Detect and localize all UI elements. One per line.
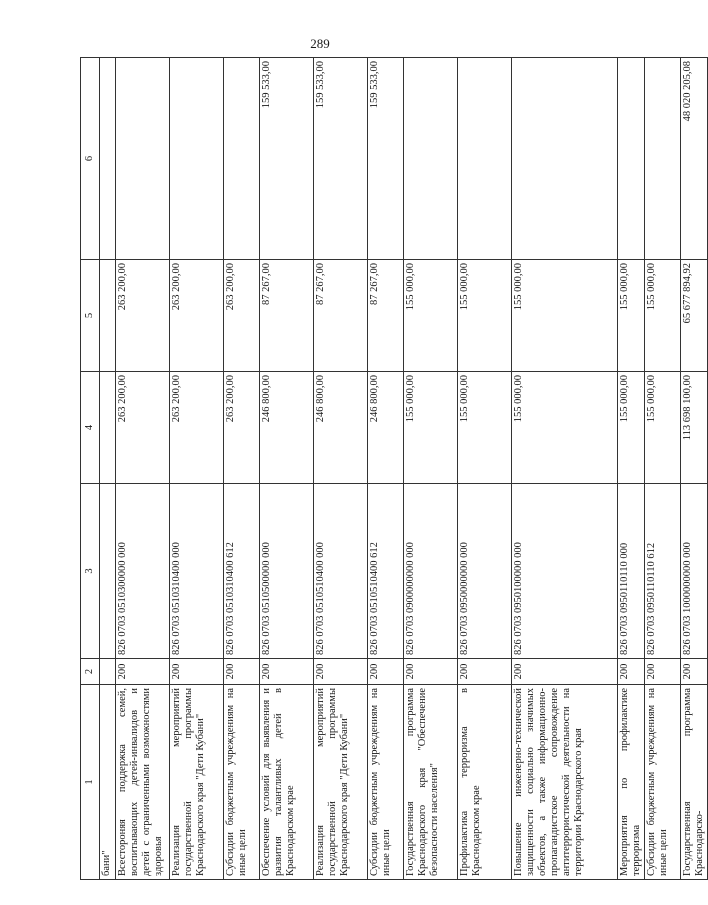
row-description: Реализация мероприятий государственной программы Краснодарского края "Дети Кубани" <box>170 685 224 880</box>
page-number: 289 <box>310 36 330 51</box>
row-classification-code: 826 0703 0950110110 612 <box>645 484 681 659</box>
row-amount-col5: 263 200,00 <box>116 260 170 372</box>
row-amount-col5: 155 000,00 <box>404 260 458 372</box>
column-header: 2 <box>81 659 100 685</box>
row-amount-col6: 48 020 205,08 <box>681 58 708 260</box>
row-classification-code: 826 0703 1000000000 000 <box>681 484 708 659</box>
header-row <box>81 58 100 880</box>
row-classification-code <box>100 484 116 659</box>
column-header: 1 <box>81 685 100 880</box>
row-amount-col5: 155 000,00 <box>618 260 645 372</box>
row-amount-col4: 263 200,00 <box>170 372 224 484</box>
column-header: 5 <box>81 260 100 372</box>
row-amount-col4: 263 200,00 <box>116 372 170 484</box>
row-code-200: 200 <box>116 659 170 685</box>
table-row <box>116 58 170 880</box>
row-code-200: 200 <box>681 659 708 685</box>
row-description: Всестороняя поддержка семей, воспитывающих детей-инвалидов и детей с ограниченными возможностями здоровья <box>116 685 170 880</box>
row-amount-col4: 246 800,00 <box>368 372 404 484</box>
row-classification-code: 826 0703 0900000000 000 <box>404 484 458 659</box>
row-amount-col6: 159 533,00 <box>368 58 404 260</box>
table-row <box>314 58 368 880</box>
row-description: Профилактика терроризма в Краснодарском крае <box>458 685 512 880</box>
row-description: Обеспечение условий для выявления и развития талантливых детей в Краснодарском крае <box>260 685 314 880</box>
row-description: Субсидии бюджетным учреждениям на иные цели <box>645 685 681 880</box>
table-row <box>512 58 618 880</box>
row-description: Мероприятия по профилактике терроризма <box>618 685 645 880</box>
row-amount-col5: 87 267,00 <box>368 260 404 372</box>
row-amount-col4: 246 800,00 <box>314 372 368 484</box>
row-amount-col5: 87 267,00 <box>260 260 314 372</box>
row-amount-col4: 155 000,00 <box>458 372 512 484</box>
row-description: Субсидии бюджетным учреждениям на иные цели <box>368 685 404 880</box>
row-classification-code: 826 0703 0510510400 000 <box>314 484 368 659</box>
row-description: Повышение инженерно-технической защищенности социально значимых объектов, а также информационно-пропагандистское сопровождение антитеррористической деятельности на территории Краснодарского края <box>512 685 618 880</box>
row-description: Субсидии бюджетным учреждениям на иные цели <box>224 685 260 880</box>
row-classification-code: 826 0703 0950000000 000 <box>458 484 512 659</box>
row-amount-col6 <box>404 58 458 260</box>
row-amount-col6 <box>512 58 618 260</box>
row-amount-col4: 246 800,00 <box>260 372 314 484</box>
row-classification-code: 826 0703 0510500000 000 <box>260 484 314 659</box>
table-row <box>368 58 404 880</box>
table-row <box>618 58 645 880</box>
row-amount-col5: 155 000,00 <box>512 260 618 372</box>
table-row <box>100 58 116 880</box>
row-code-200: 200 <box>512 659 618 685</box>
row-amount-col6 <box>170 58 224 260</box>
row-description: Реализация мероприятий государственной программы Краснодарского края "Дети Кубани" <box>314 685 368 880</box>
row-amount-col6 <box>645 58 681 260</box>
rotated-table-container <box>80 58 706 880</box>
row-amount-col6 <box>458 58 512 260</box>
row-classification-code: 826 0703 0510300000 000 <box>116 484 170 659</box>
table-row <box>645 58 681 880</box>
row-amount-col6: 159 533,00 <box>260 58 314 260</box>
row-code-200: 200 <box>224 659 260 685</box>
row-amount-col6: 159 533,00 <box>314 58 368 260</box>
budget-table <box>80 57 708 880</box>
row-amount-col6 <box>618 58 645 260</box>
row-code-200: 200 <box>404 659 458 685</box>
row-amount-col4: 155 000,00 <box>645 372 681 484</box>
table-body <box>100 58 708 880</box>
table-row <box>458 58 512 880</box>
row-code-200: 200 <box>314 659 368 685</box>
row-description: Государственная программа Краснодарско- <box>681 685 708 880</box>
row-amount-col5 <box>100 260 116 372</box>
row-amount-col5: 155 000,00 <box>458 260 512 372</box>
row-code-200: 200 <box>458 659 512 685</box>
row-amount-col5: 263 200,00 <box>224 260 260 372</box>
row-amount-col6 <box>224 58 260 260</box>
row-amount-col5: 155 000,00 <box>645 260 681 372</box>
row-description: Государственная программа Краснодарского края "Обеспечение безопасности населения" <box>404 685 458 880</box>
row-classification-code: 826 0703 0510310400 612 <box>224 484 260 659</box>
row-amount-col4: 155 000,00 <box>512 372 618 484</box>
table-row <box>260 58 314 880</box>
table-row <box>170 58 224 880</box>
row-code-200 <box>100 659 116 685</box>
column-header: 3 <box>81 484 100 659</box>
row-description: бани" <box>100 685 116 880</box>
column-header: 6 <box>81 58 100 260</box>
table-row <box>224 58 260 880</box>
row-classification-code: 826 0703 0950110110 000 <box>618 484 645 659</box>
row-code-200: 200 <box>170 659 224 685</box>
row-classification-code: 826 0703 0510310400 000 <box>170 484 224 659</box>
row-amount-col4: 155 000,00 <box>404 372 458 484</box>
row-amount-col5: 87 267,00 <box>314 260 368 372</box>
row-amount-col5: 263 200,00 <box>170 260 224 372</box>
column-header: 4 <box>81 372 100 484</box>
row-amount-col6 <box>100 58 116 260</box>
row-amount-col6 <box>116 58 170 260</box>
row-amount-col5: 65 677 894,92 <box>681 260 708 372</box>
table-row <box>404 58 458 880</box>
row-classification-code: 826 0703 0510510400 612 <box>368 484 404 659</box>
row-amount-col4 <box>100 372 116 484</box>
row-code-200: 200 <box>618 659 645 685</box>
table-row <box>681 58 708 880</box>
row-amount-col4: 155 000,00 <box>618 372 645 484</box>
row-amount-col4: 263 200,00 <box>224 372 260 484</box>
row-classification-code: 826 0703 0950100000 000 <box>512 484 618 659</box>
row-amount-col4: 113 698 100,00 <box>681 372 708 484</box>
row-code-200: 200 <box>368 659 404 685</box>
row-code-200: 200 <box>645 659 681 685</box>
row-code-200: 200 <box>260 659 314 685</box>
